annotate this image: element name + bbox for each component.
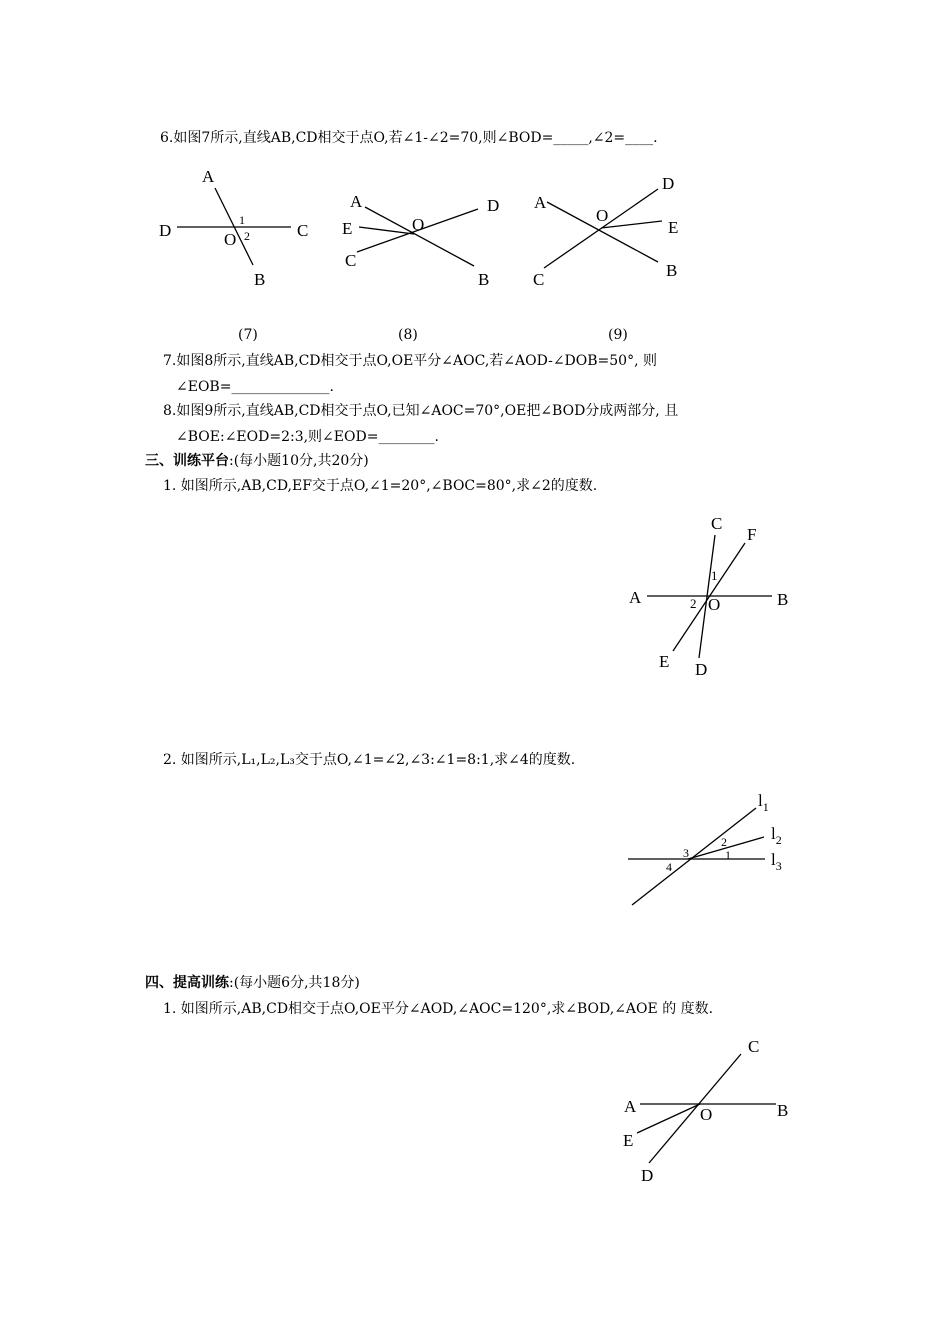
caption-7: (7) [238, 327, 258, 343]
section-3-heading: 三、训练平台:(每小题10分,共20分) [145, 453, 369, 469]
fig8-label-E: E [342, 219, 353, 238]
caption-8: (8) [398, 327, 418, 343]
fig7-label-D: D [159, 221, 172, 240]
s3q1-label-E: E [659, 652, 670, 671]
s4q1-label-E: E [623, 1131, 634, 1150]
figure-7 [177, 188, 291, 265]
figure-s3q2 [628, 808, 765, 905]
s3q1-label-B: B [777, 590, 789, 609]
fig7-label-A: A [202, 167, 215, 186]
s3q2-label-l3: $l_3$ [771, 850, 782, 873]
s4-question-1: 1. 如图所示,AB,CD相交于点O,OE平分∠AOD,∠AOC=120°,求∠BOD,∠AOE 的 度数. [163, 1001, 714, 1017]
s3q2-angle-2: 2 [721, 835, 727, 849]
fig9-label-E: E [668, 218, 679, 237]
s3q1-label-O: O [708, 595, 721, 614]
s3q1-angle-2: 2 [690, 596, 697, 611]
s3q2-angle-1: 1 [725, 848, 731, 862]
question-7-line1: 7.如图8所示,直线AB,CD相交于点O,OE平分∠AOC,若∠AOD-∠DOB=50°, 则 [163, 353, 657, 369]
fig8-label-C: C [345, 251, 357, 270]
fig9-label-O: O [596, 206, 609, 225]
question-8-line2: ∠BOE:∠EOD=2:3,则∠EOD=________. [176, 429, 439, 445]
s4q1-label-B: B [777, 1101, 789, 1120]
fig9-label-C: C [533, 270, 545, 289]
s3q2-label-l1: $l_1$ [758, 791, 769, 814]
fig9-label-A: A [534, 193, 547, 212]
section-4-heading: 四、提高训练:(每小题6分,共18分) [145, 975, 360, 991]
fig7-label-O: O [224, 230, 237, 249]
s3q1-label-A: A [629, 588, 642, 607]
s4q1-label-A: A [624, 1097, 637, 1116]
question-6: 6.如图7所示,直线AB,CD相交于点O,若∠1-∠2=70,则∠BOD=_____,∠2=____. [160, 130, 658, 146]
s3-question-1: 1. 如图所示,AB,CD,EF交于点O,∠1=20°,∠BOC=80°,求∠2的度数. [163, 478, 598, 494]
s3q2-angle-4: 4 [666, 860, 672, 874]
question-7-line2: ∠EOB=______________. [176, 379, 334, 395]
fig8-label-A: A [350, 192, 363, 211]
fig7-angle-1: 1 [239, 213, 245, 227]
fig9-label-D: D [662, 174, 675, 193]
fig9-label-B: B [666, 261, 678, 280]
s4q1-label-C: C [748, 1037, 760, 1056]
fig7-label-C: C [297, 221, 309, 240]
s3q1-label-F: F [747, 525, 757, 544]
s3-question-2: 2. 如图所示,L₁,L₂,L₃交于点O,∠1=∠2,∠3:∠1=8:1,求∠4的度数. [163, 752, 576, 768]
s3q1-label-C: C [711, 514, 723, 533]
fig8-label-O: O [412, 215, 425, 234]
figure-9 [544, 189, 662, 268]
s4q1-label-O: O [700, 1105, 713, 1124]
s3q2-angle-3: 3 [683, 846, 689, 860]
fig8-label-D: D [487, 196, 500, 215]
s3q1-angle-1: 1 [711, 568, 718, 583]
s3q1-label-D: D [695, 660, 708, 679]
question-8-line1: 8.如图9所示,直线AB,CD相交于点O,已知∠AOC=70°,OE把∠BOD分成两部分, 且 [163, 403, 679, 419]
s3q2-label-l2: $l_2$ [771, 824, 782, 847]
fig8-label-B: B [478, 270, 490, 289]
caption-9: (9) [608, 327, 628, 343]
fig7-angle-2: 2 [244, 229, 250, 243]
s4q1-label-D: D [641, 1166, 654, 1185]
fig7-label-B: B [254, 270, 266, 289]
